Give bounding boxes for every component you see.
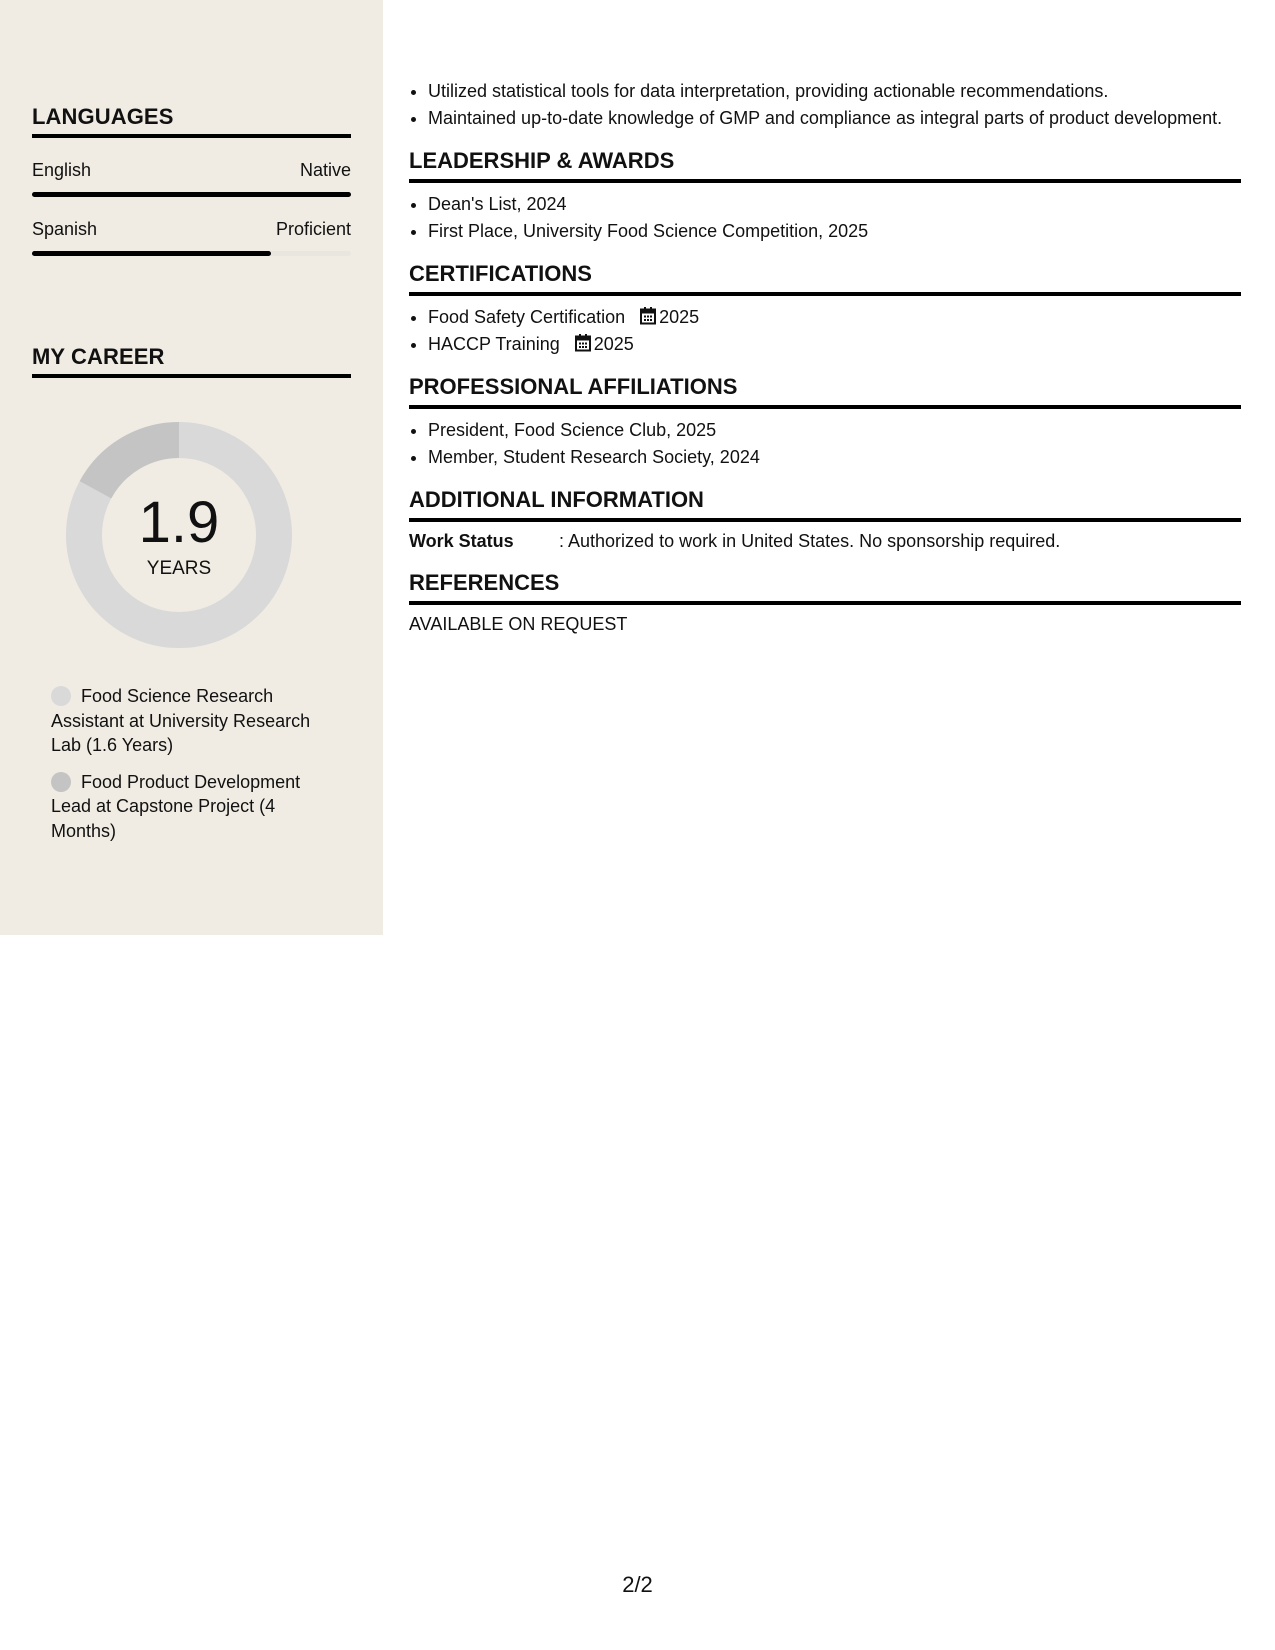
language-proficiency-fill — [32, 251, 271, 256]
list-item — [428, 332, 1241, 357]
languages-section — [32, 104, 351, 256]
references-text: AVAILABLE ON REQUEST — [409, 614, 628, 634]
certification-name: Food Safety Certification — [428, 307, 626, 327]
leadership-list — [409, 192, 1241, 243]
sidebar — [0, 0, 383, 935]
career-total-years: 1.9 — [138, 490, 220, 555]
career-donut-chart — [66, 422, 292, 648]
career-section — [32, 344, 351, 378]
language-proficiency-fill — [32, 192, 351, 197]
legend-dot — [51, 686, 71, 706]
language-proficiency-bar — [32, 192, 351, 197]
language-item-english — [32, 160, 351, 197]
list-item: • First Place, University Food Science Competition, 2025 — [428, 219, 1241, 244]
language-proficiency-bar — [32, 251, 351, 256]
list-item — [428, 305, 1241, 330]
affiliations-title: PROFESSIONAL AFFILIATIONS — [409, 374, 1241, 409]
calendar-icon — [640, 307, 656, 325]
work-status-value: : Authorized to work in United States. No sponsorship required. — [559, 531, 1061, 551]
language-level: Proficient — [275, 219, 351, 239]
language-name: English — [32, 160, 92, 180]
legend-dot — [51, 772, 71, 792]
career-title: MY CAREER — [32, 344, 351, 378]
affiliations-list — [409, 418, 1241, 469]
page-number: 2/2 — [622, 1572, 653, 1597]
certifications-title: CERTIFICATIONS — [409, 261, 1241, 296]
languages-title: LANGUAGES — [32, 104, 351, 138]
work-status-label: Work Status — [409, 531, 514, 551]
career-total-unit: YEARS — [146, 558, 212, 579]
experience-bullets — [409, 79, 1241, 130]
legend-label: Food Science Research Assistant at University Research Lab (1.6 Years) — [51, 686, 311, 755]
list-item: • Utilized statistical tools for data interpretation, providing actionable recommendations. — [428, 79, 1241, 104]
main-content — [409, 79, 1241, 635]
legend-item — [51, 770, 341, 844]
references-title: REFERENCES — [409, 570, 1241, 605]
certification-year: 2025 — [659, 307, 700, 327]
donut-center — [66, 422, 292, 648]
language-level: Native — [299, 160, 351, 180]
list-item: • Dean's List, 2024 — [428, 192, 1241, 217]
language-item-spanish — [32, 219, 351, 256]
certification-year: 2025 — [593, 333, 634, 354]
list-item: • Member, Student Research Society, 2024 — [428, 445, 1241, 470]
legend-label: Food Product Development Lead at Capstone Project (4 Months) — [51, 771, 301, 841]
leadership-title: LEADERSHIP & AWARDS — [409, 148, 1241, 183]
certification-name: HACCP Training — [428, 333, 560, 354]
legend-item — [51, 684, 341, 758]
list-item: • President, Food Science Club, 2025 — [428, 418, 1241, 443]
work-status-row — [409, 531, 1241, 552]
list-item: • Maintained up-to-date knowledge of GMP and compliance as integral parts of product development. — [428, 106, 1241, 131]
language-name: Spanish — [32, 219, 98, 239]
calendar-icon — [575, 334, 591, 352]
career-legend — [51, 684, 341, 855]
additional-info-title: ADDITIONAL INFORMATION — [409, 487, 1241, 522]
certifications-list — [409, 305, 1241, 356]
